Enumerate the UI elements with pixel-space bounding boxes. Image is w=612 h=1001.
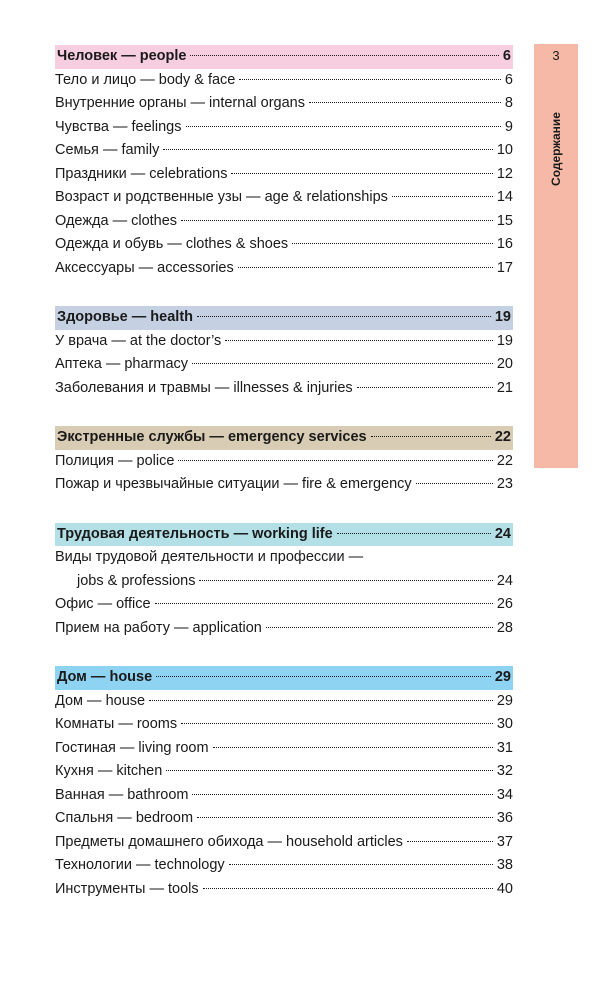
toc-entry[interactable] (55, 233, 513, 257)
dot-leader (337, 533, 491, 534)
contents-label: Содержание (549, 112, 563, 186)
entry-title: Прием на работу — application (55, 619, 262, 636)
entry-page: 9 (504, 118, 513, 135)
section-heading[interactable] (55, 666, 513, 690)
section-heading-title: Трудовая деятельность — working life (57, 525, 333, 542)
table-of-contents (55, 45, 513, 927)
entry-title: Одежда и обувь — clothes & shoes (55, 236, 289, 252)
dot-leader (199, 580, 492, 581)
entry-title: Офис — office (55, 596, 151, 612)
section-heading[interactable] (55, 426, 513, 450)
entry-page: 24 (496, 572, 513, 589)
dot-leader (197, 316, 491, 317)
section-heading-page: 29 (494, 669, 511, 685)
toc-section (55, 306, 513, 400)
section-heading-title: Человек — people (57, 48, 187, 64)
toc-entry[interactable] (55, 690, 513, 714)
toc-entry[interactable] (55, 760, 513, 784)
entry-page: 31 (496, 739, 513, 756)
entry-page: 32 (496, 763, 513, 779)
toc-entry[interactable] (55, 139, 513, 163)
toc-entry[interactable] (55, 831, 513, 855)
dot-leader (181, 220, 493, 221)
toc-entry[interactable] (55, 617, 513, 641)
section-heading[interactable] (55, 523, 513, 547)
toc-entry[interactable] (55, 807, 513, 831)
entry-page: 26 (496, 596, 513, 612)
side-tab (534, 44, 578, 468)
section-heading[interactable] (55, 306, 513, 330)
entry-title: Пожар и чрезвычайные ситуации — fire & emergency (55, 476, 412, 492)
toc-entry[interactable] (55, 737, 513, 761)
entry-page: 12 (496, 165, 513, 182)
entry-title: Дом — house (55, 692, 146, 709)
entry-page: 29 (496, 692, 513, 709)
entry-title: Аптека — pharmacy (55, 356, 189, 372)
toc-entry[interactable] (55, 257, 513, 281)
toc-entry[interactable] (55, 116, 513, 140)
toc-entry[interactable] (55, 163, 513, 187)
entry-title: Возраст и родственные узы — age & relationships (55, 189, 388, 205)
entry-title: Ванная — bathroom (55, 786, 189, 803)
dot-leader (155, 603, 493, 604)
dot-leader (309, 102, 501, 103)
dot-leader (231, 173, 492, 174)
toc-entry[interactable] (55, 69, 513, 93)
dot-leader (371, 436, 491, 437)
entry-page: 36 (496, 810, 513, 826)
entry-title: Заболевания и травмы — illnesses & injuries (55, 379, 353, 396)
toc-section (55, 426, 513, 497)
dot-leader (213, 747, 493, 748)
dot-leader (239, 79, 501, 80)
dot-leader (192, 363, 493, 364)
entry-page: 38 (496, 857, 513, 873)
entry-page: 20 (496, 356, 513, 372)
toc-entry[interactable] (55, 377, 513, 401)
section-heading-page: 22 (494, 429, 511, 445)
section-heading-page: 19 (494, 309, 511, 325)
toc-section (55, 666, 513, 901)
entry-title: Внутренние органы — internal organs (55, 95, 305, 111)
toc-section (55, 45, 513, 280)
dot-leader (266, 627, 493, 628)
page-number: 3 (552, 48, 560, 63)
entry-title: jobs & professions (77, 572, 196, 589)
dot-leader (197, 817, 493, 818)
toc-entry[interactable] (55, 330, 513, 354)
section-heading-page: 6 (502, 48, 511, 64)
toc-entry[interactable] (55, 878, 513, 902)
entry-title: Тело и лицо — body & face (55, 71, 236, 88)
dot-leader (292, 243, 493, 244)
section-heading-title: Дом — house (57, 669, 153, 685)
toc-entry[interactable] (55, 570, 513, 594)
toc-entry[interactable] (55, 450, 513, 474)
toc-entry[interactable] (55, 784, 513, 808)
entry-title: Одежда — clothes (55, 212, 178, 229)
entry-page: 19 (496, 332, 513, 349)
toc-entry[interactable] (55, 186, 513, 210)
toc-entry[interactable] (55, 473, 513, 497)
entry-title: Кухня — kitchen (55, 763, 163, 779)
entry-page: 14 (496, 189, 513, 205)
entry-page: 15 (496, 212, 513, 229)
toc-entry[interactable] (55, 92, 513, 116)
entry-page: 21 (496, 379, 513, 396)
entry-title: Комнаты — rooms (55, 716, 178, 732)
dot-leader (156, 676, 491, 677)
section-heading-title: Экстренные службы — emergency services (57, 429, 367, 445)
entry-page: 30 (496, 716, 513, 732)
dot-leader (357, 387, 493, 388)
entry-page: 22 (496, 452, 513, 469)
entry-page: 34 (496, 786, 513, 803)
toc-entry[interactable] (55, 546, 513, 570)
entry-title: Семья — family (55, 142, 160, 158)
dot-leader (166, 770, 493, 771)
entry-title: Чувства — feelings (55, 118, 182, 135)
dot-leader (181, 723, 493, 724)
dot-leader (238, 267, 493, 268)
toc-entry[interactable] (55, 854, 513, 878)
entry-title: Спальня — bedroom (55, 810, 194, 826)
entry-title: Полиция — police (55, 452, 175, 469)
entry-page: 6 (504, 71, 513, 88)
toc-entry[interactable] (55, 713, 513, 737)
dot-leader (225, 340, 493, 341)
entry-title: Гостиная — living room (55, 739, 209, 756)
entry-page: 28 (496, 619, 513, 636)
dot-leader (163, 149, 493, 150)
dot-leader (392, 196, 493, 197)
entry-title: Виды трудовой деятельности и профессии — (55, 549, 364, 565)
toc-entry[interactable] (55, 593, 513, 617)
entry-page: 16 (496, 236, 513, 252)
entry-page: 23 (496, 476, 513, 492)
entry-page: 17 (496, 259, 513, 276)
section-heading-title: Здоровье — health (57, 309, 194, 325)
entry-page: 10 (496, 142, 513, 158)
entry-title: Аксессуары — accessories (55, 259, 234, 276)
dot-leader (190, 55, 498, 56)
dot-leader (186, 126, 501, 127)
entry-page: 40 (496, 880, 513, 897)
dot-leader (416, 483, 493, 484)
entry-title: У врача — at the doctor’s (55, 332, 222, 349)
entry-title: Предметы домашнего обихода — household articles (55, 833, 403, 850)
dot-leader (407, 841, 493, 842)
toc-section (55, 523, 513, 641)
side-label-wrap (538, 74, 574, 224)
entry-title: Инструменты — tools (55, 880, 199, 897)
entry-title: Праздники — celebrations (55, 165, 228, 182)
entry-page: 8 (504, 95, 513, 111)
entry-page: 37 (496, 833, 513, 850)
toc-entry[interactable] (55, 210, 513, 234)
dot-leader (149, 700, 493, 701)
dot-leader (192, 794, 492, 795)
entry-title: Технологии — technology (55, 857, 225, 873)
dot-leader (203, 888, 493, 889)
dot-leader (178, 460, 492, 461)
toc-entry[interactable] (55, 353, 513, 377)
section-heading-page: 24 (494, 525, 511, 542)
dot-leader (229, 864, 493, 865)
section-heading[interactable] (55, 45, 513, 69)
